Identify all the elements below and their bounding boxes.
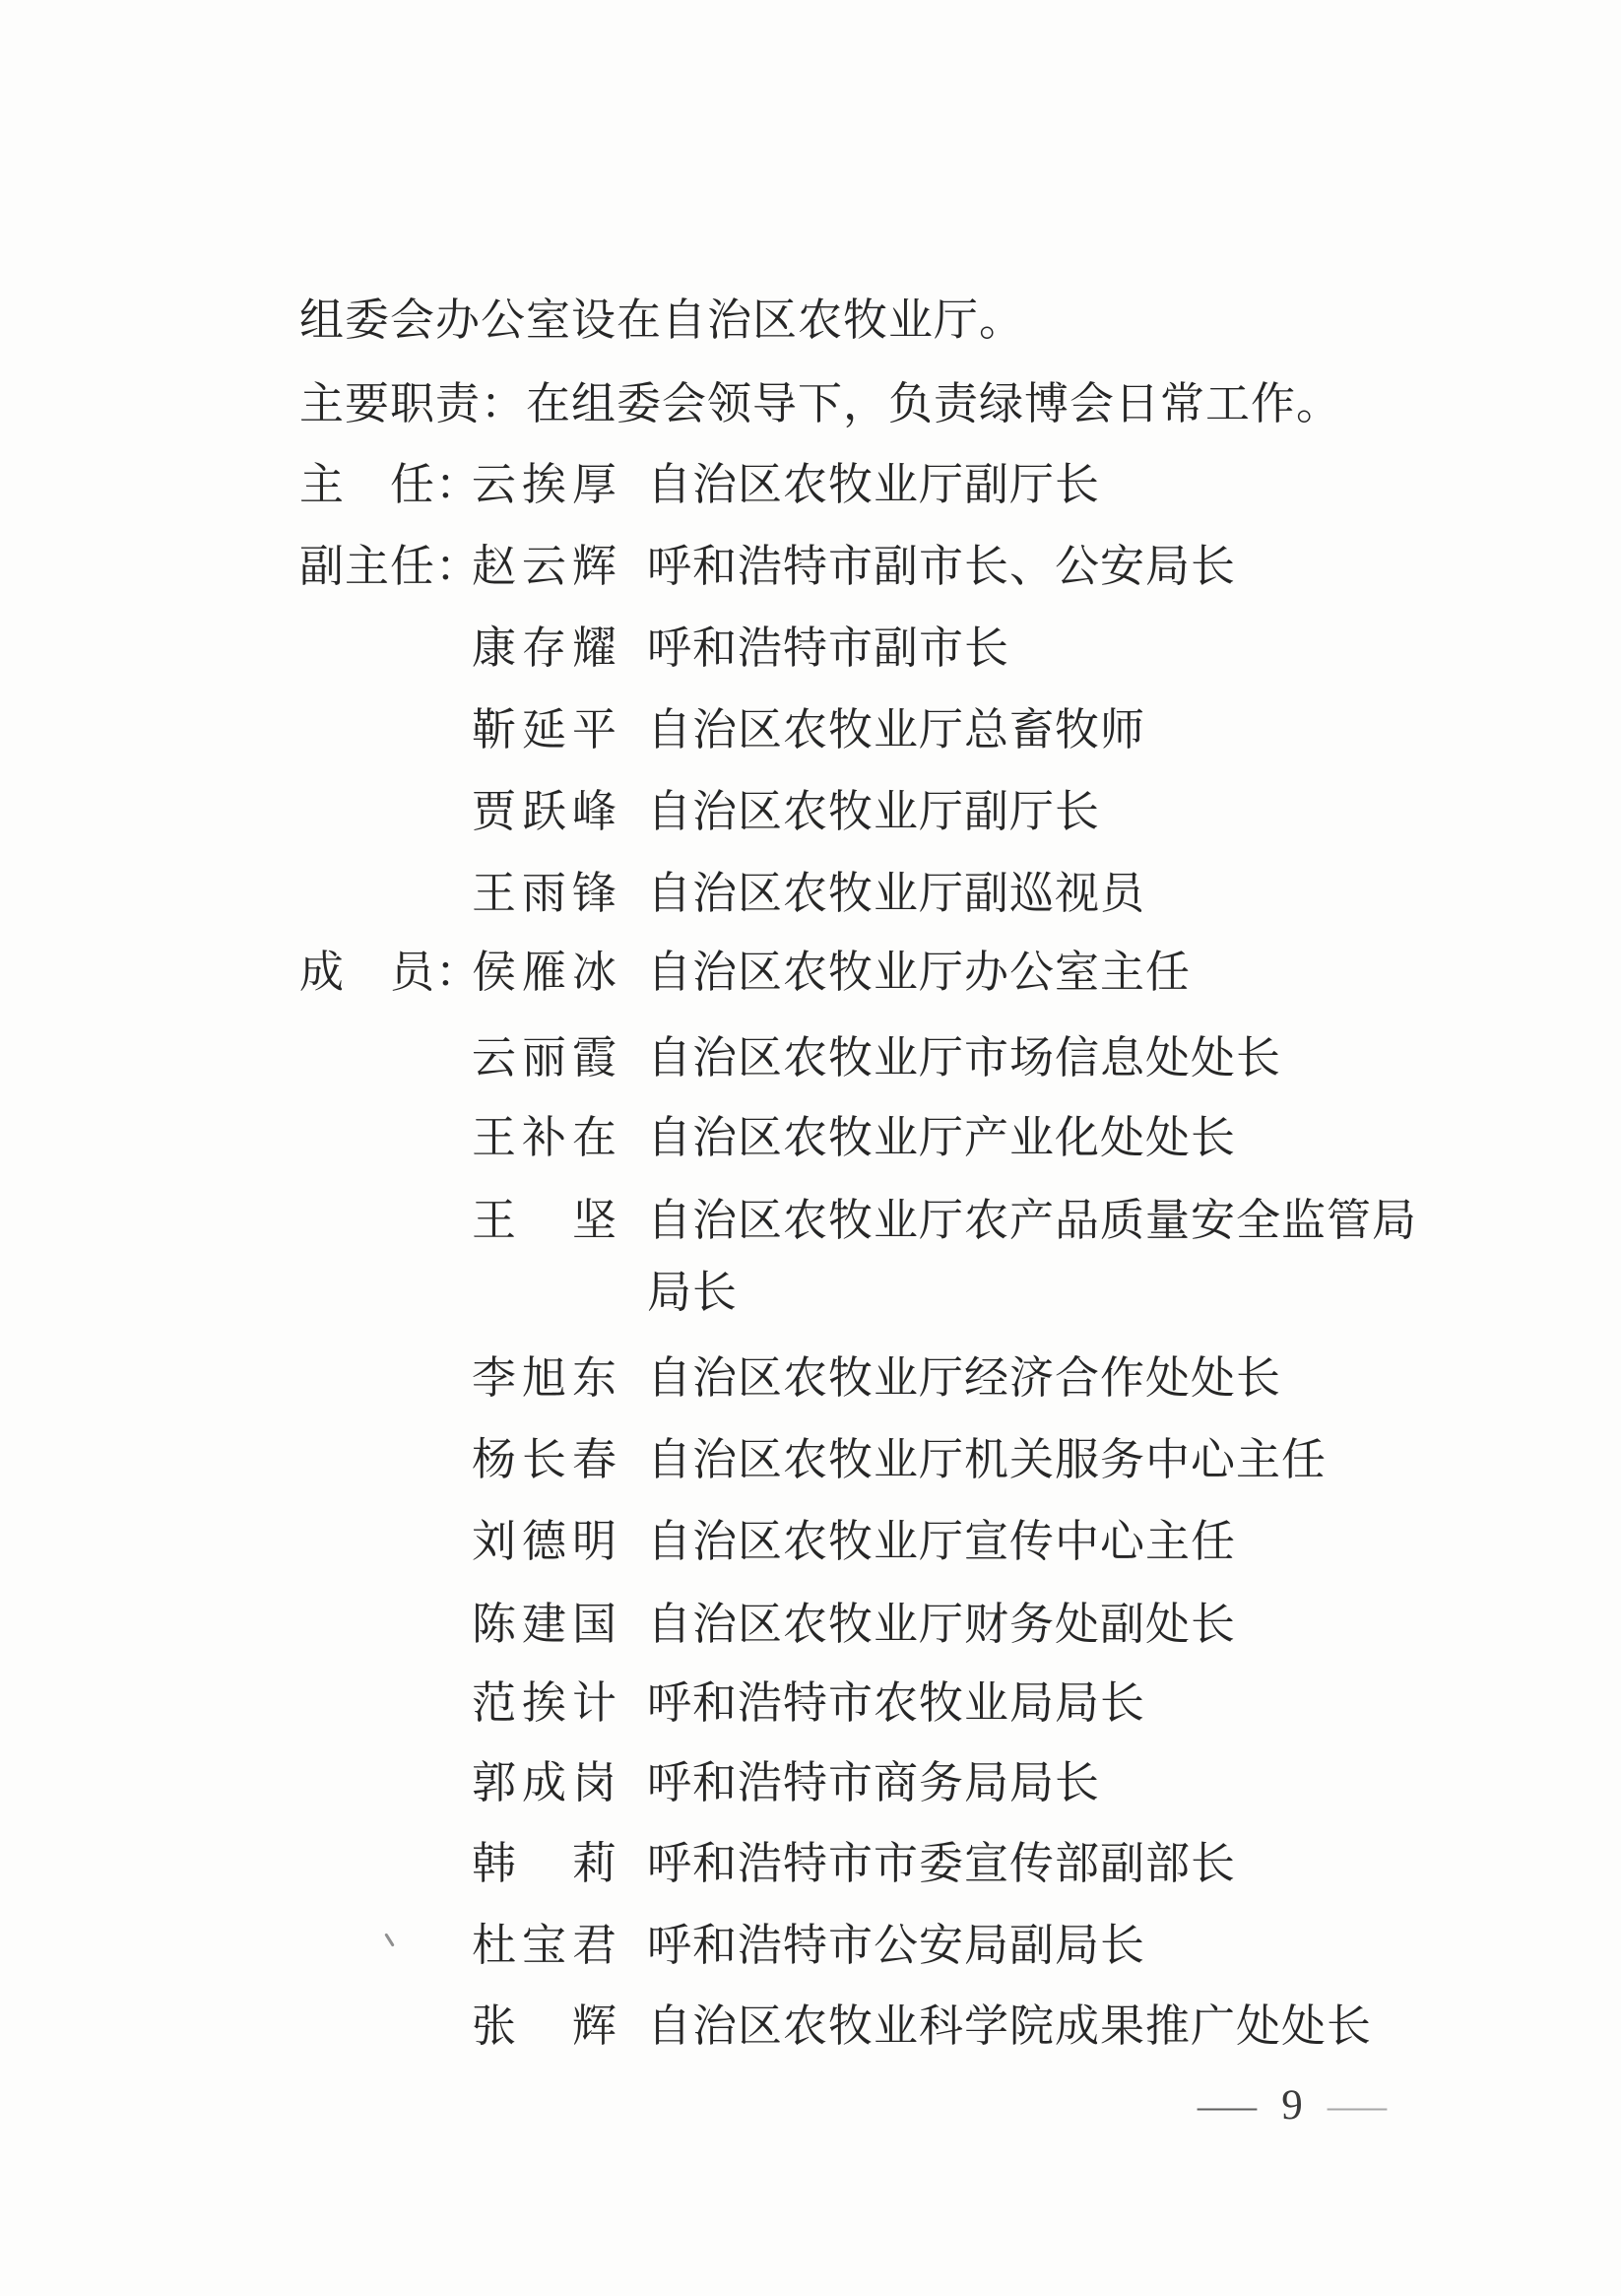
- member-title: 呼和浩特市公安局副局长: [647, 1921, 1146, 1970]
- member-title: 呼和浩特市副市长: [647, 623, 1010, 673]
- member-title-continuation: 局长: [647, 1268, 739, 1317]
- member-name: 王 坚: [472, 1196, 623, 1245]
- member-name: 张 辉: [472, 2001, 623, 2051]
- member-title: 呼和浩特市市委宣传部副部长: [647, 1839, 1237, 1888]
- member-title: 自治区农牧业厅副厅长: [647, 787, 1101, 836]
- member-name: 王雨锋: [472, 869, 623, 918]
- roster-row: [299, 538, 1580, 595]
- member-name: 杨长春: [472, 1435, 623, 1484]
- roster-row: [299, 701, 1580, 758]
- roster-row: [299, 1109, 1580, 1166]
- roster-row: [299, 1754, 1580, 1811]
- roster-row: [299, 944, 1580, 1001]
- member-name: 刘德明: [472, 1517, 623, 1566]
- member-title: 自治区农牧业厅市场信息处处长: [647, 1033, 1282, 1082]
- member-title: 自治区农牧业厅机关服务中心主任: [647, 1435, 1328, 1484]
- roster-row-continuation: [299, 1264, 1580, 1321]
- member-title: 自治区农牧业厅副厅长: [647, 460, 1101, 509]
- member-name: 杜宝君: [472, 1921, 623, 1970]
- member-title: 自治区农牧业厅宣传中心主任: [647, 1517, 1237, 1566]
- member-name: 李旭东: [472, 1353, 623, 1403]
- member-title: 呼和浩特市农牧业局局长: [647, 1678, 1146, 1728]
- member-title: 呼和浩特市副市长、公安局长: [647, 542, 1237, 591]
- member-title: 呼和浩特市商务局局长: [647, 1758, 1101, 1807]
- member-name: 康存耀: [472, 623, 623, 673]
- roster-row: [299, 783, 1580, 840]
- member-name: 侯雁冰: [472, 948, 623, 997]
- member-name: 范挨计: [472, 1678, 623, 1728]
- roster-row: [299, 1998, 1580, 2055]
- member-name: 韩 莉: [472, 1839, 623, 1888]
- member-title: 自治区农牧业厅副巡视员: [647, 869, 1146, 918]
- roster-row: [299, 1029, 1580, 1086]
- member-title: 自治区农牧业厅农产品质量安全监管局: [647, 1196, 1418, 1245]
- member-name: 贾跃峰: [472, 787, 623, 836]
- role-label: 副主任：: [299, 542, 482, 591]
- role-label: 主 任：: [299, 460, 482, 509]
- member-title: 自治区农牧业厅财务处副处长: [647, 1600, 1237, 1649]
- member-name: 陈建国: [472, 1600, 623, 1649]
- roster-row: [299, 865, 1580, 922]
- page-number-value: 9: [1281, 2082, 1303, 2129]
- role-label: 成 员：: [299, 948, 482, 997]
- roster-row: [299, 1513, 1580, 1570]
- member-title: 自治区农牧业厅办公室主任: [647, 948, 1192, 997]
- page-number-dash-right: —: [1328, 2083, 1387, 2128]
- roster-row: [299, 1431, 1580, 1488]
- member-title: 自治区农牧业厅总畜牧师: [647, 705, 1146, 754]
- intro-line-1: 组委会办公室设在自治区农牧业厅。: [299, 295, 1025, 345]
- roster-row: [299, 1596, 1580, 1653]
- roster-row: [299, 1192, 1580, 1249]
- member-name: 云丽霞: [472, 1033, 623, 1082]
- page-number: [1198, 2076, 1387, 2135]
- roster-row: [299, 1917, 1580, 1974]
- member-name: 云挨厚: [472, 460, 623, 509]
- roster-row: [299, 620, 1580, 677]
- page-number-dash-left: —: [1198, 2083, 1257, 2128]
- roster-row: [299, 1835, 1580, 1892]
- roster-row: [299, 456, 1580, 513]
- roster-row: [299, 1349, 1580, 1407]
- intro-line-2: 主要职责：在组委会领导下，负责绿博会日常工作。: [299, 379, 1342, 428]
- member-title: 自治区农牧业厅产业化处处长: [647, 1113, 1237, 1162]
- member-name: 靳延平: [472, 705, 623, 754]
- member-name: 郭成岗: [472, 1758, 623, 1807]
- member-name: 赵云辉: [472, 542, 623, 591]
- roster-row: [299, 1674, 1580, 1732]
- member-title: 自治区农牧业厅经济合作处处长: [647, 1353, 1282, 1403]
- member-name: 王补在: [472, 1113, 623, 1162]
- member-title: 自治区农牧业科学院成果推广处处长: [647, 2001, 1373, 2051]
